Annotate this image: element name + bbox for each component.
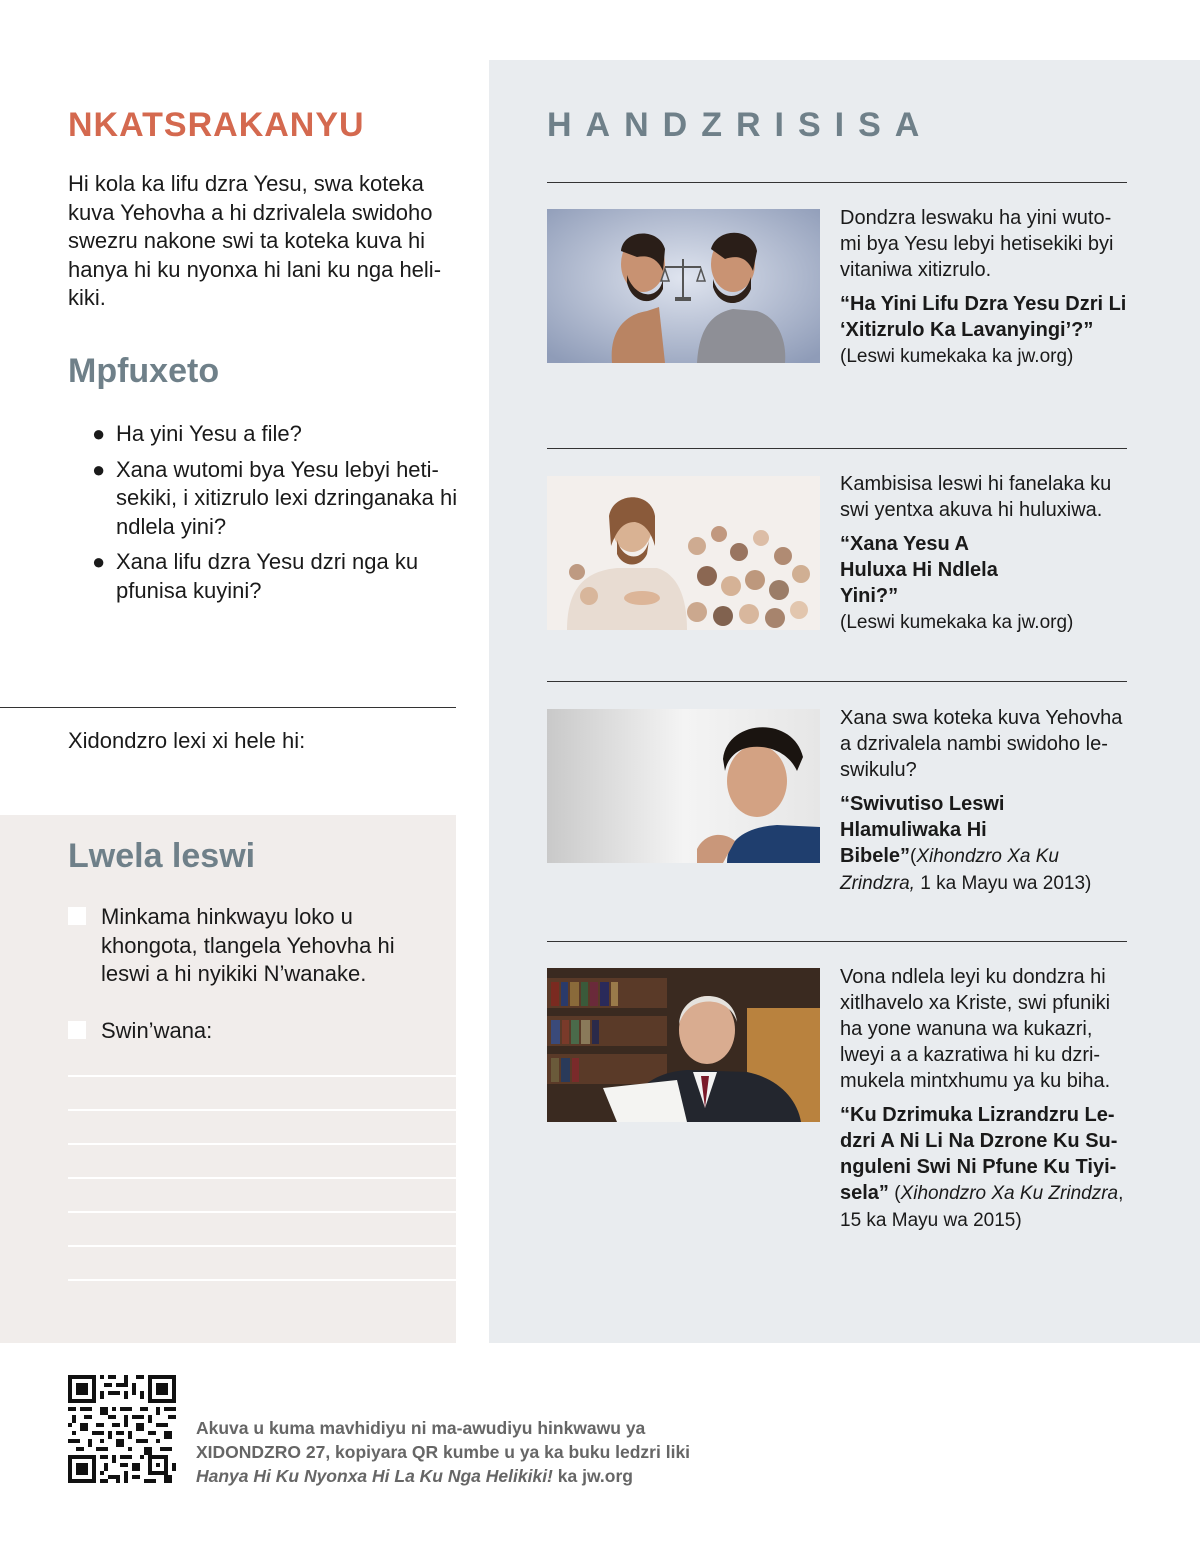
write-line[interactable] <box>68 1279 456 1281</box>
resource-title-link[interactable]: “Swivutiso Leswi Hlamuliwaka Hi Bibele” <box>840 793 1005 867</box>
write-line[interactable] <box>68 1075 456 1077</box>
qr-code-icon[interactable] <box>68 1375 176 1483</box>
footer-text: Akuva u kuma mavhidiyu ni ma-awudiyu hinkwawu ya XIDONDZRO 27, kopiyara QR kumbe u ya ka buku ledzri liki Hanya Hi Ku Nyonxa Hi La Ku Nga Helikiki! ka jw.org <box>196 1418 691 1486</box>
man-reading-letter-image[interactable] <box>547 968 820 1122</box>
checkbox[interactable] <box>68 907 86 925</box>
checkbox[interactable] <box>68 1021 86 1039</box>
jesus-and-people-image[interactable] <box>547 476 820 630</box>
divider <box>0 707 456 708</box>
divider <box>547 448 1127 449</box>
task-item: Minkama hinkwayu loko u khongota, tlangela Yehovha hi leswi a hi nyikiki N’wanake. <box>68 903 448 989</box>
two-men-scales-image[interactable] <box>547 209 820 363</box>
resource-item: Kambisisa leswi hi fanelaka ku swi yentxa akuva hi huluxiwa. “Xana Yesu A Huluxa Hi Ndlela Yini?” (Leswi kumekaka ka jw.org) <box>840 473 1112 633</box>
resource-source: (Leswi kumekaka ka jw.org) <box>840 612 1074 633</box>
divider <box>547 681 1127 682</box>
summary-heading: NKATSRAKANYU <box>68 106 365 144</box>
resource-title-link[interactable]: “Ku Dzrimuka Lizrandzru Le-dzri A Ni Li Na Dzrone Ku Su-nguleni Swi Ni Pfune Ku Tiyi-sela” <box>840 1104 1118 1204</box>
try-this-section <box>0 815 456 1343</box>
bullet-icon: ● <box>92 549 106 574</box>
review-heading: Mpfuxeto <box>68 352 220 390</box>
bullet-icon: ● <box>92 421 106 446</box>
bullet-icon: ● <box>92 456 106 482</box>
divider <box>547 182 1127 183</box>
resource-title-link[interactable]: “Ha Yini Lifu Dzra Yesu Dzri Li ‘Xitizrulo Ka Lavanyingi’?” <box>840 293 1127 341</box>
resource-source: (Leswi kumekaka ka jw.org) <box>840 346 1074 367</box>
task-item: Swin’wana: <box>68 1017 448 1046</box>
write-line[interactable] <box>68 1211 456 1213</box>
summary-text: Hi kola ka lifu dzra Yesu, swa koteka kuva Yehovha a hi dzrivalela swidoho swezru nakone swi ta koteka kuva hi hanya hi ku nyonxa hi lani ku nga heli-kiki. <box>68 171 442 310</box>
review-item: ● Xana wutomi bya Yesu lebyi heti-sekiki, i xitizrulo lexi dzringanaka hi ndlela yini? <box>92 456 458 539</box>
write-line[interactable] <box>68 1245 456 1247</box>
review-list <box>92 420 462 612</box>
resource-item: Xana swa koteka kuva Yehovha a dzrivalela nambi swidoho le-swikulu? “Swivutiso Leswi Hlamuliwaka Hi Bibele”(Xihondzro Xa Ku Zrindzra, 1 ka Mayu wa 2013) <box>840 707 1123 894</box>
review-item: ● Ha yini Yesu a file? <box>92 420 462 449</box>
divider <box>547 941 1127 942</box>
review-item: ● Xana lifu dzra Yesu dzri nga ku pfunisa kuyini? <box>92 549 419 603</box>
completed-on-label: Xidondzro lexi xi hele hi: <box>68 728 306 753</box>
try-heading: Lwela leswi <box>68 837 256 875</box>
resource-item: Dondzra leswaku ha yini wuto-mi bya Yesu lebyi hetisekiki byi vitaniwa xitizrulo. “Ha Yini Lifu Dzra Yesu Dzri Li ‘Xitizrulo Ka Lavanyingi’?” (Leswi kumekaka ka jw.org) <box>840 207 1127 367</box>
write-line[interactable] <box>68 1143 456 1145</box>
resource-title-link[interactable]: “Xana Yesu A Huluxa Hi Ndlela Yini?” <box>840 533 998 607</box>
explore-heading: HANDZRISISA <box>547 106 934 144</box>
man-praying-image[interactable] <box>547 709 820 863</box>
write-line[interactable] <box>68 1109 456 1111</box>
resource-item: Vona ndlela leyi ku dondzra hi xitlhavelo xa Kriste, swi pfuniki ha yone wanuna wa kukazri, lweyi a a kazratiwa hi ku dzri-mukela mintxhumu ya ku biha. “Ku Dzrimuka Lizrandzru Le-dzri A Ni Li Na Dzrone Ku Su-nguleni Swi Ni Pfune Ku Tiyi-sela” (Xihondzro Xa Ku Zrindzra, 15 ka Mayu wa 2015) <box>840 966 1124 1231</box>
write-line[interactable] <box>68 1177 456 1179</box>
